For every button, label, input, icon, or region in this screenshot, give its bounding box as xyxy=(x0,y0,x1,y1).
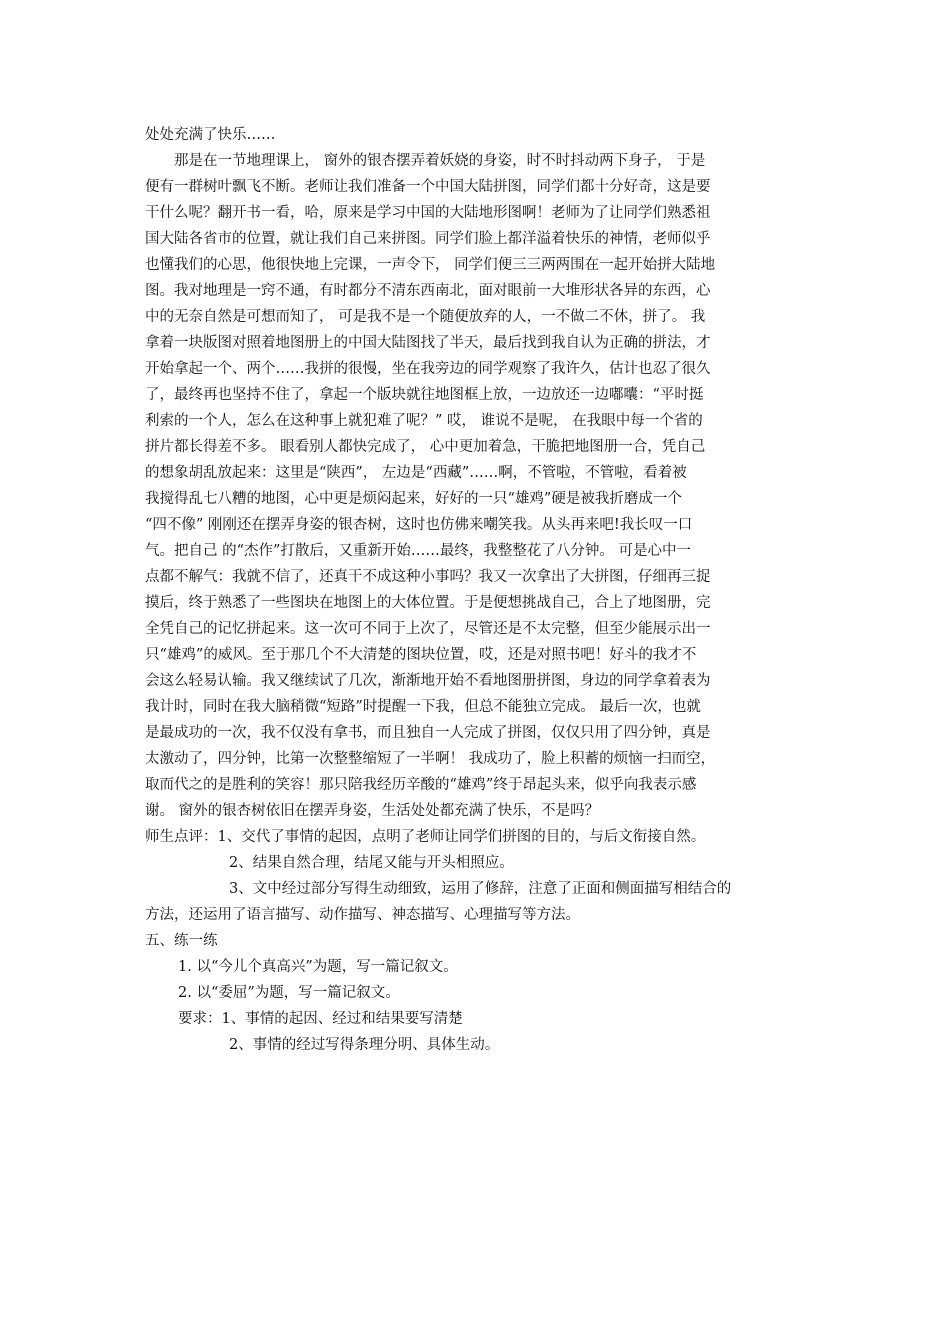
essay-line-text: 的想象胡乱放起来：这里是“陕西”， 左边是“西藏”……啊，不管啦，不管啦，看着被 xyxy=(145,465,687,481)
essay-line-text: 只“雄鸡”的威风。至于那几个不大清楚的图块位置，哎，还是对照书吧！好斗的我才不 xyxy=(145,647,697,663)
comment-item-1: 1、交代了事情的起因，点明了老师让同学们拼图的目的，与后文衔接自然。 xyxy=(217,829,706,845)
essay-line-text: 点都不解气：我就不信了，还真干不成这种小事吗？我又一次拿出了大拼图，仔细再三捉 xyxy=(145,569,711,585)
essay-line xyxy=(145,590,808,616)
essay-line-text: 我搅得乱七八糟的地图，心中更是烦闷起来，好好的一只“雄鸡”硬是被我折磨成一个 xyxy=(145,491,682,507)
document-page xyxy=(145,122,808,1058)
essay-line xyxy=(145,122,808,148)
essay-line-text: 利索的一个人，怎么在这种事上就犯难了呢？” 哎， 谁说不是呢， 在我眼中每一个省的 xyxy=(145,413,703,429)
essay-line-text: 便有一群树叶飘飞不断。老师让我们准备一个中国大陆拼图，同学们都十分好奇，这是要 xyxy=(145,179,711,195)
comment-label: 师生点评： xyxy=(145,829,218,845)
essay-line xyxy=(145,200,808,226)
requirement-label: 要求： xyxy=(178,1011,222,1027)
practice-task-2 xyxy=(145,980,808,1006)
essay-line xyxy=(145,356,808,382)
essay-line xyxy=(145,616,808,642)
essay-body xyxy=(145,122,808,824)
essay-line xyxy=(145,148,808,174)
essay-line-text: 也懂我们的心思，他很快地上完课，一声令下， 同学们便三三两两围在一起开始拼大陆地 xyxy=(145,257,716,273)
comment-line-2 xyxy=(145,850,808,876)
essay-line-text: 开始拿起一个、两个……我拼的很慢，坐在我旁边的同学观察了我许久，估计也忍了很久 xyxy=(145,361,711,377)
essay-line-text: 了，最终再也坚持不住了，拿起一个版块就往地图框上放，一边放还一边嘟囔：“平时挺 xyxy=(145,387,704,403)
practice-requirement-1 xyxy=(145,1006,808,1032)
essay-line xyxy=(145,226,808,252)
practice-heading xyxy=(145,928,808,954)
essay-line-text: 我计时，同时在我大脑稍微“短路”时提醒一下我，但总不能独立完成。 最后一次，也就 xyxy=(145,699,701,715)
comment-line-3 xyxy=(145,876,808,902)
essay-line-text: 全凭自己的记忆拼起来。这一次可不同于上次了，尽管还是不太完整，但至少能展示出一 xyxy=(145,621,711,637)
essay-line xyxy=(145,642,808,668)
comment-item-3-cont: 方法，还运用了语言描写、动作描写、神态描写、心理描写等方法。 xyxy=(145,907,580,923)
essay-line xyxy=(145,772,808,798)
essay-line-text: 摸后，终于熟悉了一些图块在地图上的大体位置。于是便想挑战自己，合上了地图册，完 xyxy=(145,595,711,611)
essay-line xyxy=(145,304,808,330)
essay-line xyxy=(145,486,808,512)
essay-line-text: 取而代之的是胜利的笑容！那只陪我经历辛酸的“雄鸡”终于昂起头来，似乎向我表示感 xyxy=(145,777,697,793)
essay-line xyxy=(145,382,808,408)
comment-line-4 xyxy=(145,902,808,928)
essay-line-text: 干什么呢？翻开书一看，哈，原来是学习中国的大陆地形图啊！老师为了让同学们熟悉祖 xyxy=(145,205,711,221)
section-heading: 五、练一练 xyxy=(145,933,218,949)
essay-line-text: 太激动了，四分钟，比第一次整整缩短了一半啊！ 我成功了，脸上积蓄的烦恼一扫而空， xyxy=(145,751,716,767)
essay-line-text: 处处充满了快乐…… xyxy=(145,127,276,143)
essay-line xyxy=(145,798,808,824)
essay-line xyxy=(145,434,808,460)
essay-line-text: 气。把自己 的“杰作”打散后，又重新开始……最终，我整整花了八分钟。 可是心中一 xyxy=(145,543,692,559)
essay-line-text: 拿着一块版图对照着地图册上的中国大陆图找了半天，最后找到我自认为正确的拼法，才 xyxy=(145,335,711,351)
essay-line xyxy=(145,330,808,356)
essay-line xyxy=(145,538,808,564)
essay-line-text: 拼片都长得差不多。 眼看别人都快完成了， 心中更加着急，干脆把地图册一合，凭自己 xyxy=(145,439,706,455)
task-1-text: 1. 以“今儿个真高兴”为题，写一篇记叙文。 xyxy=(178,959,458,975)
essay-line xyxy=(145,564,808,590)
requirement-2-text: 2、事情的经过写得条理分明、具体生动。 xyxy=(229,1037,500,1053)
task-2-text: 2. 以“委屈”为题，写一篇记叙文。 xyxy=(178,985,400,1001)
essay-line-text: 谢。 窗外的银杏树依旧在摆弄身姿，生活处处都充满了快乐，不是吗？ xyxy=(145,803,600,819)
essay-line xyxy=(145,668,808,694)
comment-item-3: 3、文中经过部分写得生动细致，运用了修辞，注意了正面和侧面描写相结合的 xyxy=(229,881,732,897)
essay-line xyxy=(145,694,808,720)
essay-line xyxy=(145,512,808,538)
essay-line xyxy=(145,252,808,278)
essay-line-text: 那是在一节地理课上， 窗外的银杏摆弄着妖娆的身姿，时不时抖动两下身子， 于是 xyxy=(174,153,706,169)
essay-line-text: 国大陆各省市的位置，就让我们自己来拼图。同学们脸上都洋溢着快乐的神情，老师似乎 xyxy=(145,231,711,247)
practice-requirement-2 xyxy=(145,1032,808,1058)
essay-line-text: 是最成功的一次，我不仅没有拿书，而且独自一人完成了拼图，仅仅只用了四分钟，真是 xyxy=(145,725,711,741)
essay-line-text: 图。我对地理是一窍不通，有时都分不清东西南北，面对眼前一大堆形状各异的东西，心 xyxy=(145,283,711,299)
essay-line xyxy=(145,408,808,434)
essay-line-text: 中的无奈自然是可想而知了， 可是我不是一个随便放弃的人，一不做二不休，拼了。 我 xyxy=(145,309,706,325)
essay-line xyxy=(145,460,808,486)
essay-line xyxy=(145,746,808,772)
essay-line-text: 会这么轻易认输。我又继续试了几次，渐渐地开始不看地图册拼图，身边的同学拿着表为 xyxy=(145,673,711,689)
essay-line-text: “四不像” 刚刚还在摆弄身姿的银杏树，这时也仿佛来嘲笑我。从头再来吧!我长叹一口 xyxy=(145,517,693,533)
comment-line-1 xyxy=(145,824,808,850)
essay-line xyxy=(145,720,808,746)
essay-line xyxy=(145,278,808,304)
requirement-1-text: 1、事情的起因、经过和结果要写清楚 xyxy=(221,1011,463,1027)
practice-task-1 xyxy=(145,954,808,980)
comment-item-2: 2、结果自然合理，结尾又能与开头相照应。 xyxy=(229,855,514,871)
essay-line xyxy=(145,174,808,200)
